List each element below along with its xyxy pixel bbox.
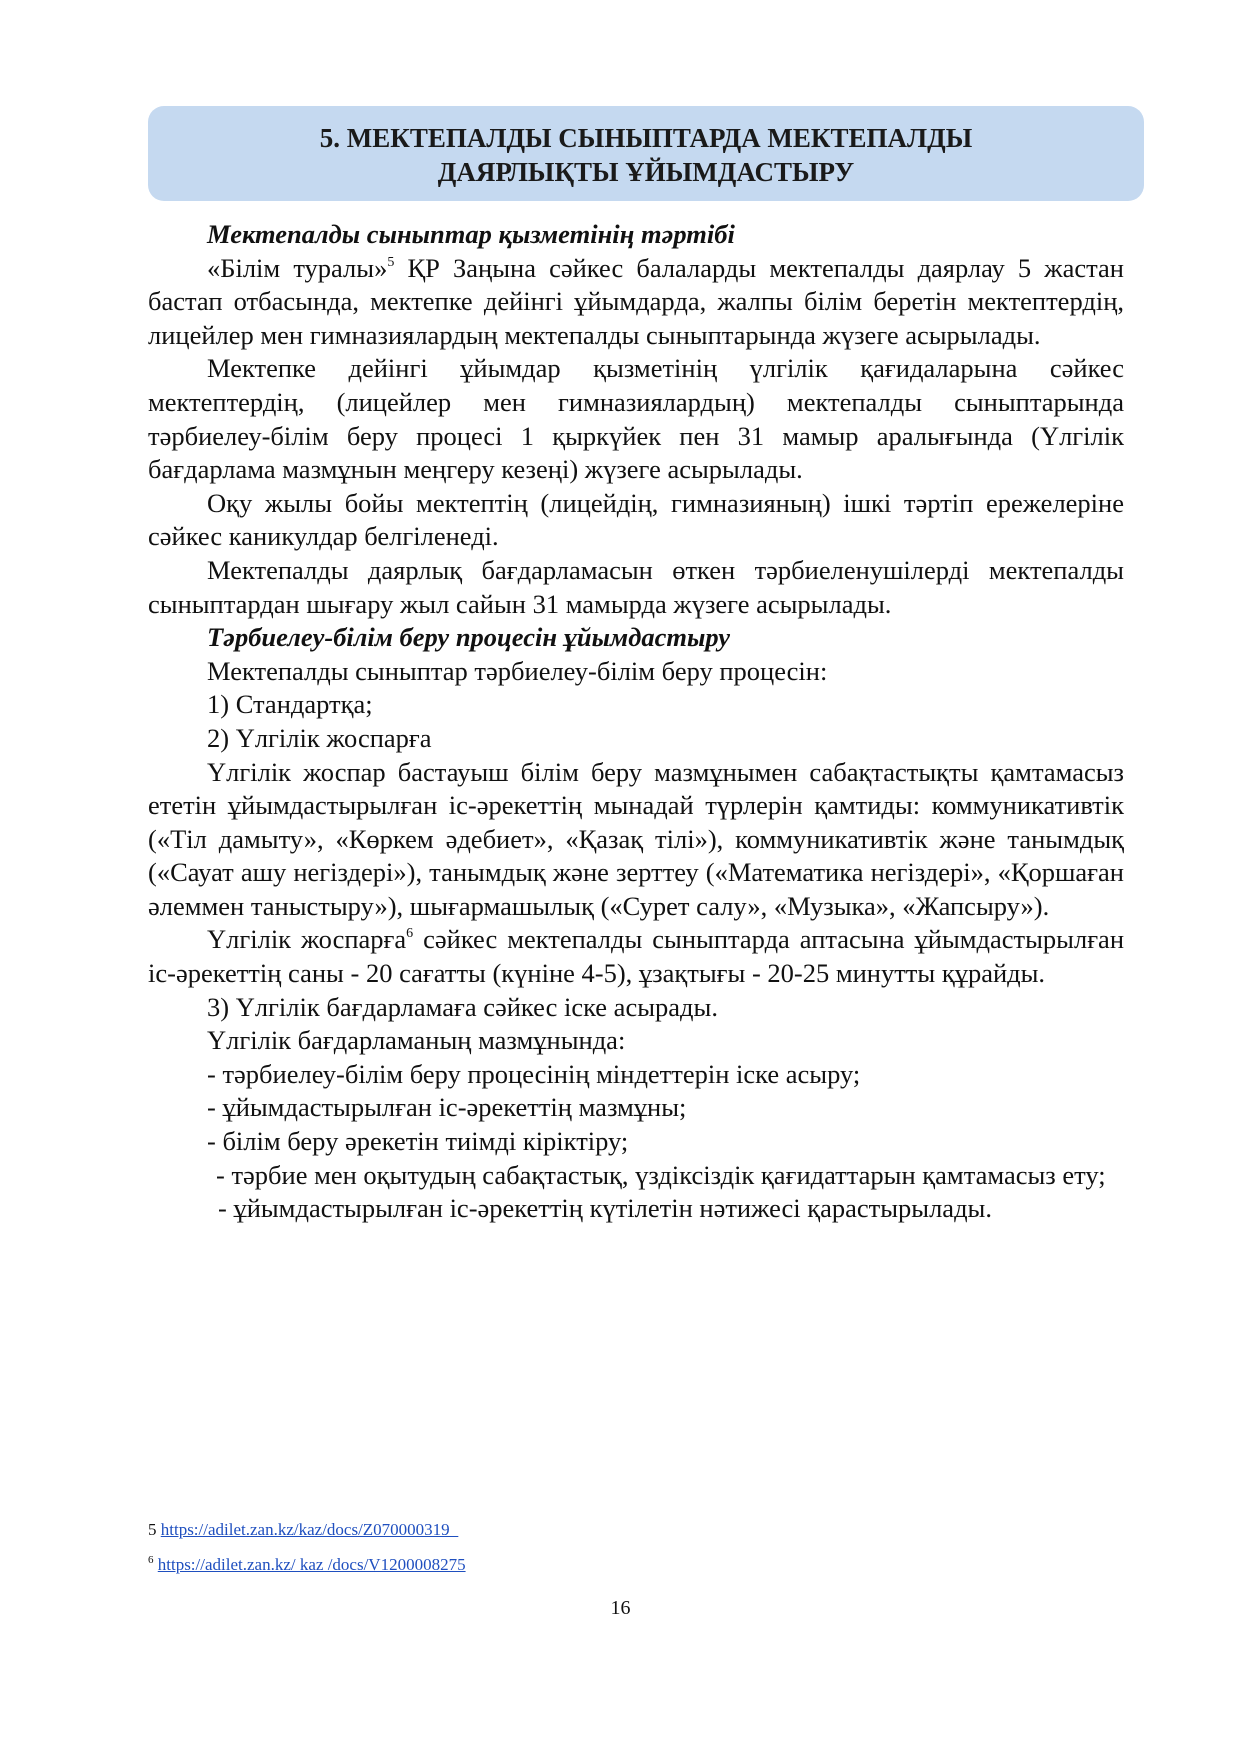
list-item-program: 3) Үлгілік бағдарламаға сәйкес іске асырады.: [207, 991, 718, 1022]
list-item-plan: 2) Үлгілік жоспарға: [207, 722, 432, 753]
plan-label: Үлгілік жоспарға: [207, 924, 407, 955]
paragraph-content-intro: Үлгілік бағдарламаның мазмұнында:: [207, 1025, 626, 1056]
bullet-tasks: - тәрбиелеу-білім беру процесінің міндеттерін іске асыру;: [207, 1058, 861, 1089]
bullet-integration: - білім беру әрекетін тиімді кіріктіру;: [207, 1126, 629, 1157]
bullet-continuity: - тәрбие мен оқытудың сабақтастық, үздіксіздік қағидаттарын қамтамасыз ету;: [216, 1159, 1106, 1190]
law-title: «Білім туралы»: [207, 252, 388, 283]
footnote-6-link[interactable]: https://adilet.zan.kz/ kaz /docs/V1200008275: [157, 1555, 466, 1574]
hours-text: сәйкес мектепалды сыныптарда аптасына ұйымдастырылған іс-әрекеттің саны - 20 сағатты (күніне 4-5), ұзақтығы - 20-25 минутты құрайды.: [148, 924, 1125, 989]
footnote-5-link[interactable]: https://adilet.zan.kz/kaz/docs/Z070000319_: [160, 1520, 459, 1539]
section-title-line1: 5. МЕКТЕПАЛДЫ СЫНЫПТАРДА МЕКТЕПАЛДЫ: [319, 123, 973, 153]
bullet-activity-content: - ұйымдастырылған іс-әрекеттің мазмұны;: [207, 1092, 687, 1123]
document-body: [148, 218, 1124, 1226]
footnote-6-number: 6: [148, 1554, 154, 1566]
subsection-heading-process: Тәрбиелеу-білім беру процесін ұйымдастыру: [207, 622, 731, 653]
page-number: 16: [610, 1597, 631, 1619]
paragraph-process-intro: Мектепалды сыныптар тәрбиелеу-білім беру процесін:: [207, 655, 828, 686]
footnote-5-number: 5: [148, 1520, 157, 1539]
footnote-5: [148, 1520, 458, 1540]
footnote-6: [148, 1555, 466, 1575]
paragraph-law: [148, 252, 1124, 353]
paragraph-holidays: Оқу жылы бойы мектептің (лицейдің, гимназияның) ішкі тәртіп ережелеріне сәйкес каникулдар белгіленеді.: [148, 487, 1124, 552]
section-title-line2: ДАЯРЛЫҚТЫ ҰЙЫМДАСТЫРУ: [437, 157, 855, 187]
list-item-standard: 1) Стандартқа;: [207, 689, 373, 720]
paragraph-rules: Мектепке дейінгі ұйымдар қызметінің үлгілік қағидаларына сәйкес мектептердің, (лицейлер мен гимназиялардың) мектепалды сыныптарында тәрбиелеу-білім беру процесі 1 қыркүйек пен 31 мамыр аралығында (Үлгілік бағдарлама мазмұнын меңгеру кезеңі) жүзеге асырылады.: [148, 353, 1124, 485]
footnote-ref-6[interactable]: 6: [406, 926, 414, 942]
law-text: ҚР Заңына сәйкес балаларды мектепалды даярлау 5 жастан бастап отбасында, мектепке дейінгі ұйымдарда, жалпы білім беретін мектептердің, лицейлер мен гимназиялардың мектепалды сыныптарында жүзеге асырылады.: [148, 252, 1124, 350]
bullet-expected-results: - ұйымдастырылған іс-әрекеттің күтілетін нәтижесі қарастырылады.: [218, 1193, 992, 1224]
paragraph-plan-content: Үлгілік жоспар бастауыш білім беру мазмұнымен сабақтастықты қамтамасыз ететін ұйымдастырылған іс-әрекеттің мынадай түрлерін қамтиды: коммуникативтік («Тіл дамыту», «Көркем әдебиет», «Қазақ тілі»), коммуникативтік және танымдық («Сауат ашу негіздері»), танымдық және зерттеу («Математика негіздері», «Қоршаған әлеммен таныстыру»), шығармашылық («Сурет салу», «Музыка», «Жапсыру»).: [148, 756, 1124, 921]
paragraph-hours: [148, 923, 1124, 990]
subsection-heading-order: Мектепалды сыныптар қызметінің тәртібі: [207, 219, 735, 249]
footnote-ref-5[interactable]: 5: [387, 254, 395, 270]
paragraph-graduation: Мектепалды даярлық бағдарламасын өткен тәрбиеленушілерді мектепалды сыныптардан шығару жыл сайын 31 мамырда жүзеге асырылады.: [148, 554, 1124, 619]
section-title-banner: [148, 106, 1144, 201]
